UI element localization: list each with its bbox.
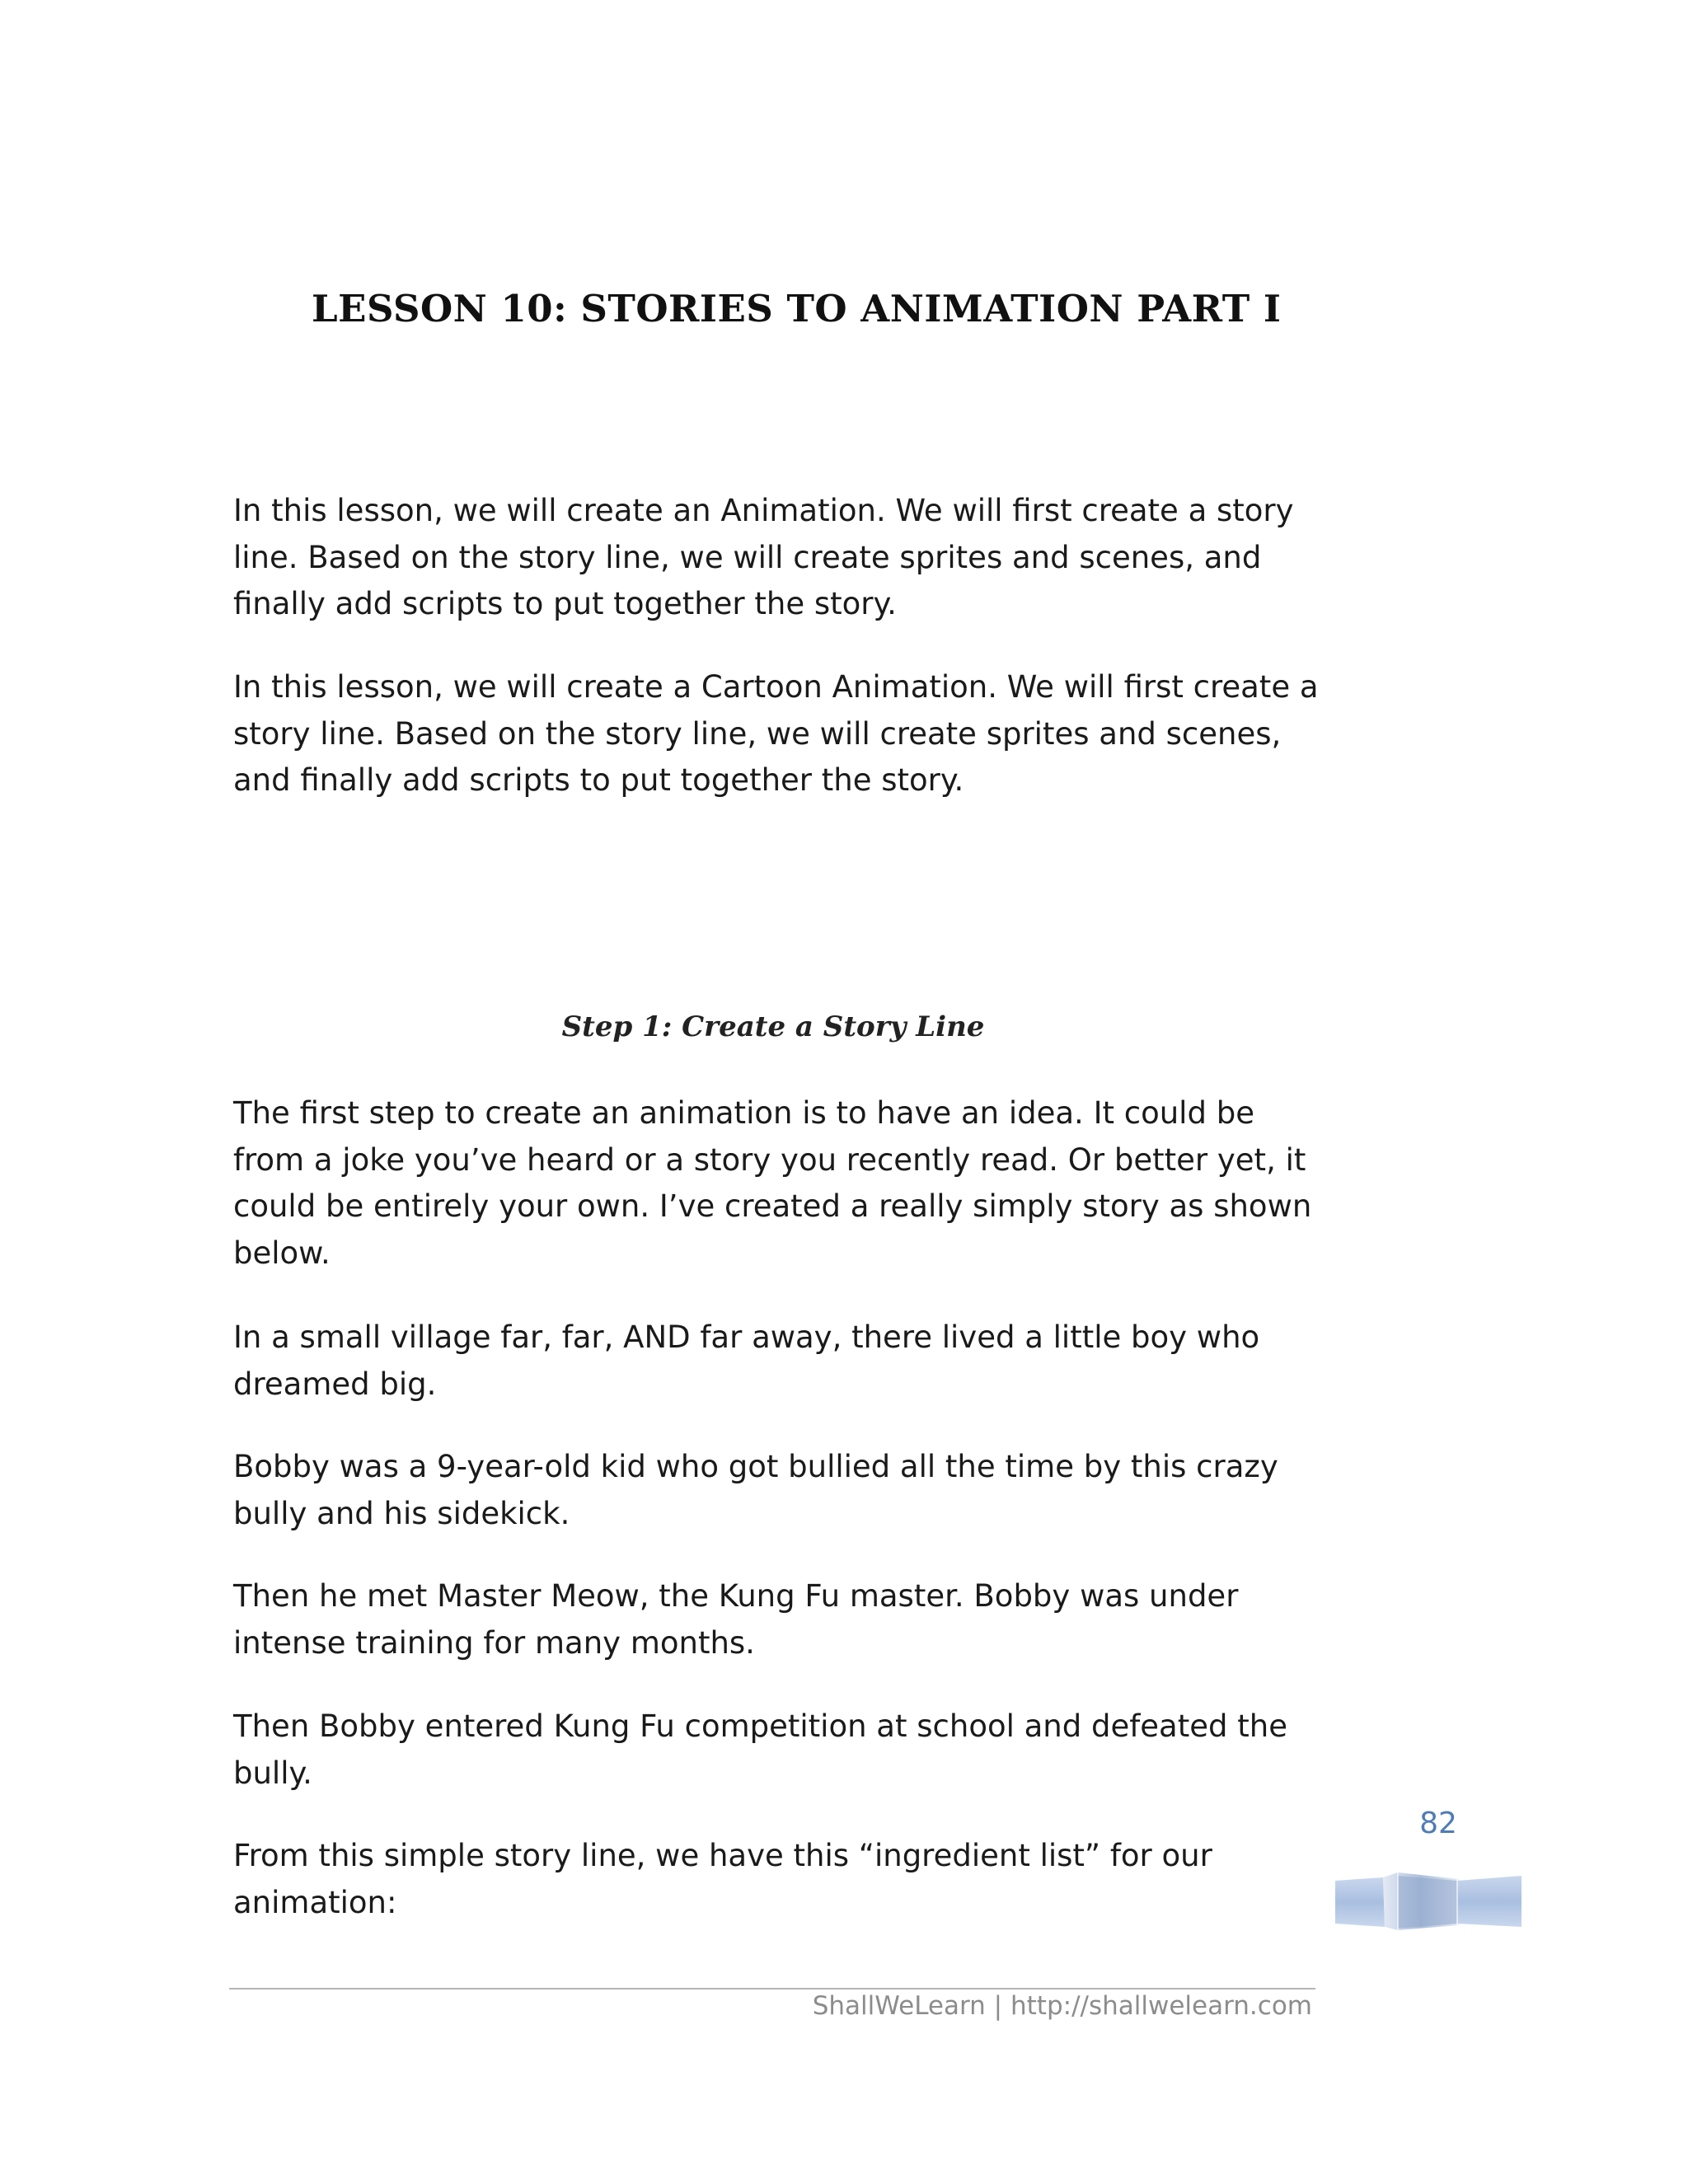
lesson-title: LESSON 10: STORIES TO ANIMATION PART I: [312, 287, 1282, 330]
step-heading: Step 1: Create a Story Line: [561, 1010, 985, 1043]
intro-paragraph-1: In this lesson, we will create an Animation. We will first create a story line. Based on the story line, we will create sprites and scenes, and finally add scripts to put together the story.: [233, 493, 1294, 621]
page-number: 82: [1419, 1807, 1457, 1840]
page-tab-decoration: [1334, 1872, 1523, 1932]
story-paragraph-village: In a small village far, far, AND far away, there lived a little boy who dreamed big.: [233, 1319, 1260, 1402]
story-paragraph-competition: Then Bobby entered Kung Fu competition at school and defeated the bully.: [233, 1708, 1287, 1791]
story-paragraph-master: Then he met Master Meow, the Kung Fu master. Bobby was under intense training for many months.: [233, 1578, 1239, 1661]
story-paragraph-bobby: Bobby was a 9-year-old kid who got bullied all the time by this crazy bully and his sidekick.: [233, 1449, 1278, 1531]
ingredient-list-intro: From this simple story line, we have this “ingredient list” for our animation:: [233, 1838, 1212, 1920]
step-paragraph-idea: The first step to create an animation is to have an idea. It could be from a joke you’ve heard or a story you recently read. Or better yet, it could be entirely your own. I’ve created a really simply story as shown below.: [233, 1095, 1312, 1271]
footer-credit: ShallWeLearn | http://shallwelearn.com: [812, 1991, 1312, 2021]
intro-paragraph-2: In this lesson, we will create a Cartoon Animation. We will first create a story line. Based on the story line, we will create sprites and scenes, and finally add scripts to put together the story.: [233, 669, 1319, 798]
footer-divider: [229, 1988, 1315, 1990]
